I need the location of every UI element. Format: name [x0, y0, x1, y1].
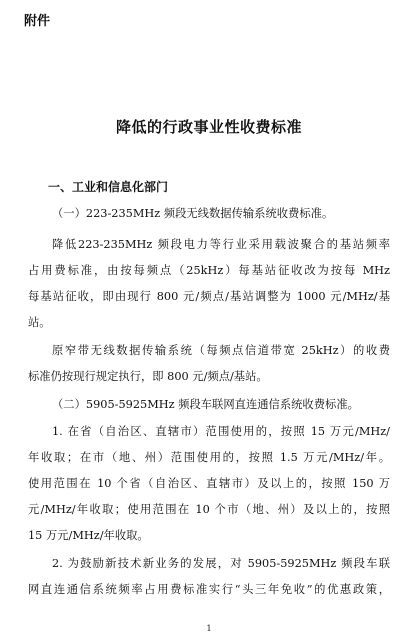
paragraph-line: 15 万元/MHz/年收取。 — [28, 529, 149, 542]
paragraph-line: 每基站征收，即由现行 800 元/频点/基站调整为 1000 元/MHz/基 — [28, 290, 390, 303]
section-heading: 一、工业和信息化部门 — [48, 180, 169, 194]
paragraph-line: 元/MHz/年收取；使用范围在 10 个市（地、州）及以上的，按照 — [28, 503, 390, 516]
subsection-heading-1: （一）223-235MHz 频段无线数据传输系统收费标准。 — [52, 207, 334, 220]
paragraph-line: 1. 在省（自治区、直辖市）范围使用的，按照 15 万元/MHz/ — [52, 425, 390, 438]
paragraph-line: 原窄带无线数据传输系统（每频点信道带宽 25kHz）的收费 — [52, 344, 390, 357]
attachment-label: 附件 — [24, 14, 51, 29]
paragraph-line: 使用范围在 10 个省（自治区、直辖市）及以上的，按照 150 万 — [28, 477, 390, 490]
paragraph-line: 降低223-235MHz 频段电力等行业采用载波聚合的基站频率 — [52, 238, 390, 251]
document-title: 降低的行政事业性收费标准 — [115, 118, 302, 136]
subsection-heading-2: （二）5905-5925MHz 频段车联网直连通信系统收费标准。 — [52, 398, 359, 411]
paragraph-line: 2. 为鼓励新技术新业务的发展，对 5905-5925MHz 频段车联 — [52, 557, 390, 570]
paragraph-line: 标准仍按现行规定执行，即 800 元/频点/基站。 — [28, 370, 268, 383]
page-number: 1 — [206, 624, 212, 633]
paragraph-line: 占用费标准，由按每频点（25kHz）每基站征收改为按每 MHz — [28, 264, 390, 277]
paragraph-line: 站。 — [28, 316, 51, 329]
paragraph-line: 年收取；在市（地、州）范围使用的，按照 1.5 万元/MHz/年。 — [28, 451, 390, 464]
paragraph-line: 网直连通信系统频率占用费标准实行“头三年免收”的优惠政策， — [28, 583, 390, 596]
